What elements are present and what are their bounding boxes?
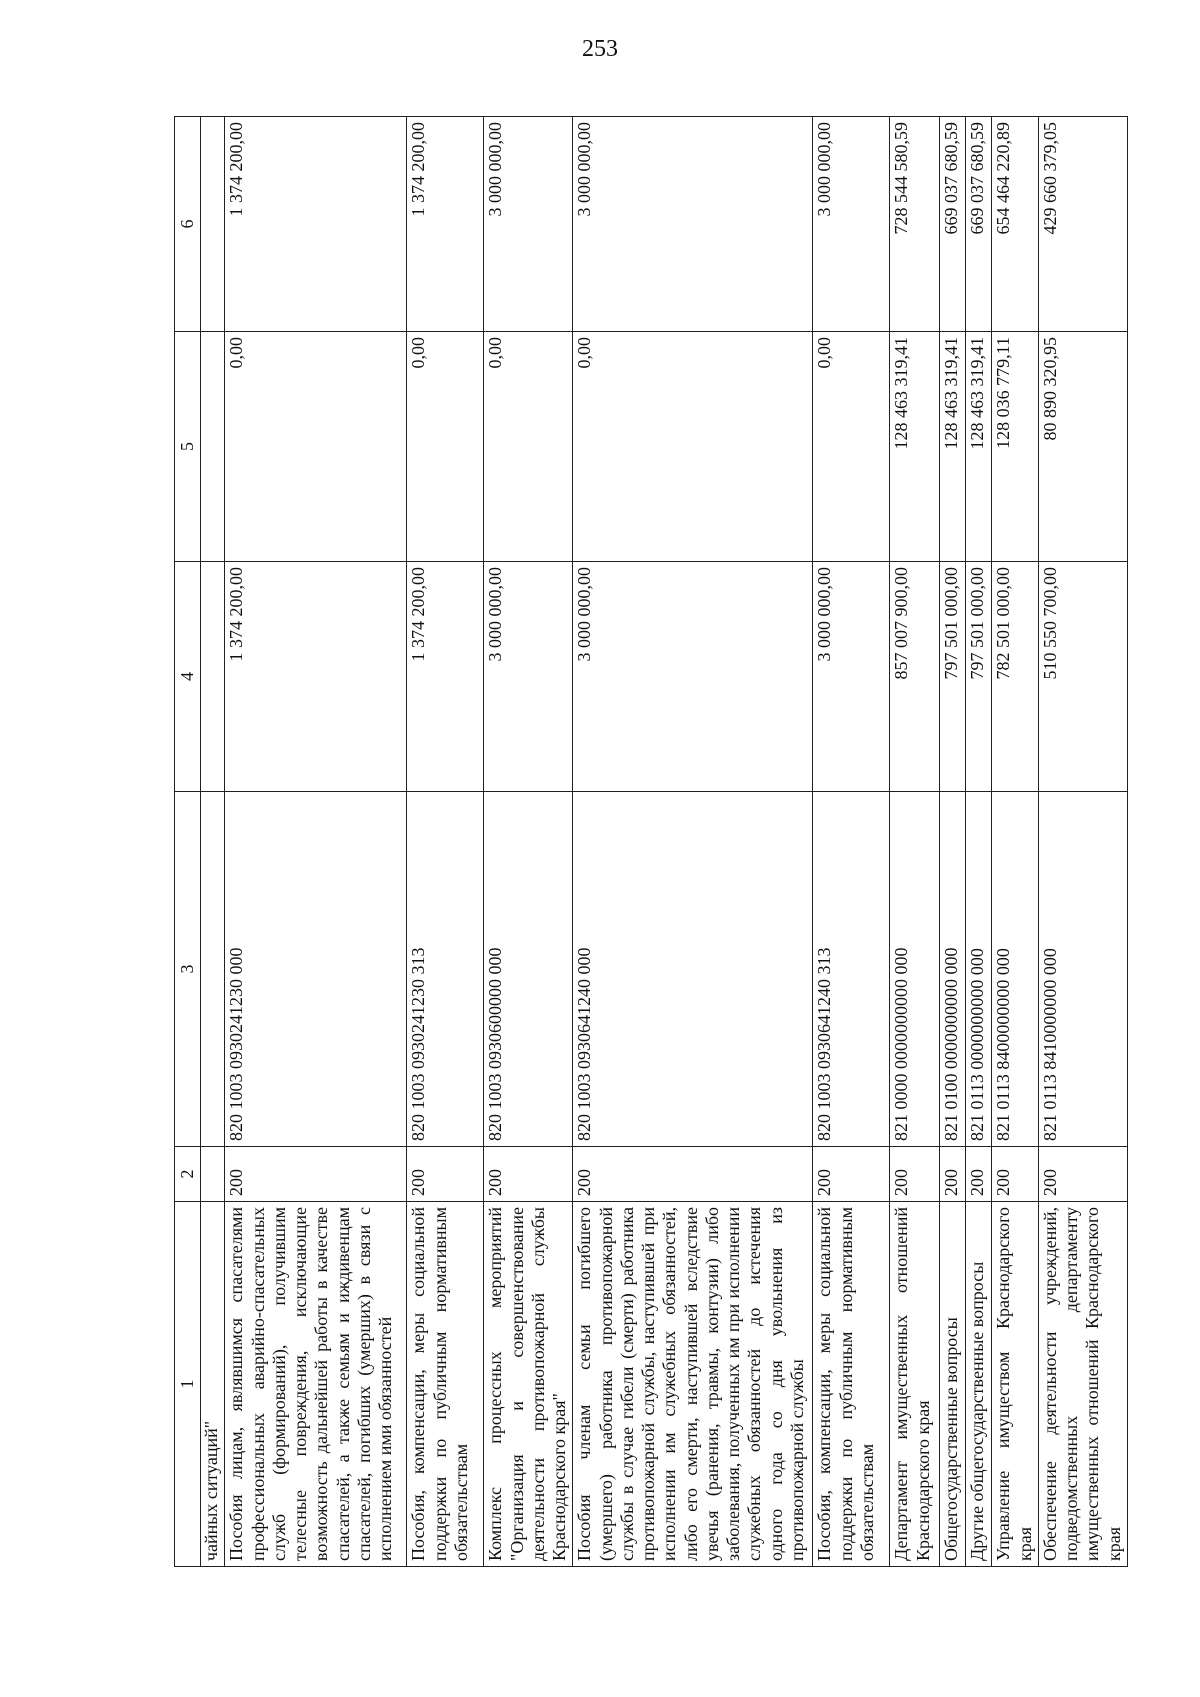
row-name: Управление имуществом Краснодарского края (992, 1202, 1038, 1567)
header-cell-6: 6 (175, 117, 201, 332)
row-value-4: 857 007 900,00 (890, 562, 940, 792)
row-code: 200 (573, 1147, 813, 1202)
empty-cell (201, 332, 225, 562)
row-classification: 820 1003 0930241230 313 (407, 792, 484, 1147)
row-name: Обеспечение деятельности учреждений, подведомственных департаменту имущественных отношений Краснодарского края (1038, 1202, 1127, 1567)
row-value-5: 128 463 319,41 (940, 332, 966, 562)
row-classification: 820 1003 0930241230 000 (225, 792, 407, 1147)
row-code: 200 (966, 1147, 992, 1202)
row-value-6: 3 000 000,00 (573, 117, 813, 332)
row-value-4: 3 000 000,00 (813, 562, 890, 792)
row-value-5: 0,00 (573, 332, 813, 562)
row-value-5: 0,00 (407, 332, 484, 562)
table-row (1038, 117, 1127, 1567)
row-classification: 821 0100 0000000000 000 (940, 792, 966, 1147)
empty-cell (201, 117, 225, 332)
row-value-5: 128 463 319,41 (966, 332, 992, 562)
row-code: 200 (1038, 1147, 1127, 1202)
row-value-4: 3 000 000,00 (573, 562, 813, 792)
row-value-4: 510 550 700,00 (1038, 562, 1127, 792)
row-value-6: 3 000 000,00 (813, 117, 890, 332)
table-row (890, 117, 940, 1567)
empty-cell (201, 1147, 225, 1202)
row-value-5: 80 890 320,95 (1038, 332, 1127, 562)
empty-cell (201, 792, 225, 1147)
row-name: Общегосударственные вопросы (940, 1202, 966, 1567)
table-row (484, 117, 573, 1567)
row-value-4: 3 000 000,00 (484, 562, 573, 792)
row-name: Комплекс процессных мероприятий "Организация и совершенствование деятельности противопожарной службы Краснодарского края" (484, 1202, 573, 1567)
row-classification: 821 0000 0000000000 000 (890, 792, 940, 1147)
row-value-6: 654 464 220,89 (992, 117, 1038, 332)
table-row (992, 117, 1038, 1567)
row-value-5: 0,00 (813, 332, 890, 562)
table-row (940, 117, 966, 1567)
row-value-6: 1 374 200,00 (225, 117, 407, 332)
continuation-text: чайных ситуаций" (201, 1202, 225, 1567)
row-value-5: 128 463 319,41 (890, 332, 940, 562)
row-classification: 821 0113 8400000000 000 (992, 792, 1038, 1147)
row-code: 200 (484, 1147, 573, 1202)
row-value-6: 669 037 680,59 (966, 117, 992, 332)
row-code: 200 (407, 1147, 484, 1202)
rotated-table-container (174, 117, 1124, 1567)
table-row (573, 117, 813, 1567)
row-name: Другие общегосударственные вопросы (966, 1202, 992, 1567)
header-cell-2: 2 (175, 1147, 201, 1202)
row-code: 200 (890, 1147, 940, 1202)
header-cell-3: 3 (175, 792, 201, 1147)
row-value-5: 0,00 (484, 332, 573, 562)
row-value-4: 1 374 200,00 (407, 562, 484, 792)
row-value-4: 782 501 000,00 (992, 562, 1038, 792)
row-name: Пособия, компенсации, меры социальной поддержки по публичным нормативным обязательствам (407, 1202, 484, 1567)
row-name: Департамент имущественных отношений Краснодарского края (890, 1202, 940, 1567)
row-value-6: 1 374 200,00 (407, 117, 484, 332)
row-value-5: 128 036 779,11 (992, 332, 1038, 562)
row-code: 200 (225, 1147, 407, 1202)
row-name: Пособия членам семьи погибшего (умершего) работника противопожарной службы в случае гибели (смерти) работника противопожарной службы, наступившей при исполнении им служебных обязанностей, либо его смерти, наступившей вследствие увечья (ранения, травмы, контузии) либо заболевания, полученных им при исполнении служебных обязанностей до истечения одного года со дня увольнения из противопожарной службы (573, 1202, 813, 1567)
header-row (175, 117, 201, 1567)
row-name: Пособия, компенсации, меры социальной поддержки по публичным нормативным обязательствам (813, 1202, 890, 1567)
row-value-4: 797 501 000,00 (940, 562, 966, 792)
row-value-5: 0,00 (225, 332, 407, 562)
row-value-4: 797 501 000,00 (966, 562, 992, 792)
budget-table (174, 116, 1128, 1567)
row-classification: 820 1003 0930641240 313 (813, 792, 890, 1147)
empty-cell (201, 562, 225, 792)
table-row (966, 117, 992, 1567)
row-value-6: 429 660 379,05 (1038, 117, 1127, 332)
row-classification: 821 0113 8410000000 000 (1038, 792, 1127, 1147)
row-value-6: 728 544 580,59 (890, 117, 940, 332)
row-code: 200 (813, 1147, 890, 1202)
row-value-6: 669 037 680,59 (940, 117, 966, 332)
row-code: 200 (992, 1147, 1038, 1202)
table-row (225, 117, 407, 1567)
row-classification: 820 1003 0930641240 000 (573, 792, 813, 1147)
table-row (407, 117, 484, 1567)
row-value-6: 3 000 000,00 (484, 117, 573, 332)
row-value-4: 1 374 200,00 (225, 562, 407, 792)
row-code: 200 (940, 1147, 966, 1202)
header-cell-4: 4 (175, 562, 201, 792)
row-name: Пособия лицам, являвшимся спасателями профессиональных аварийно-спасательных служб (формирований), получившим телесные повреждения, исключающие возможность дальнейшей работы в качестве спасателей, а также семьям и иждивенцам спасателей, погибших (умерших) в связи с исполнением ими обязанностей (225, 1202, 407, 1567)
table-row (813, 117, 890, 1567)
header-cell-5: 5 (175, 332, 201, 562)
page-number: 253 (582, 36, 618, 62)
row-classification: 820 1003 0930600000 000 (484, 792, 573, 1147)
continuation-row (201, 117, 225, 1567)
header-cell-1: 1 (175, 1202, 201, 1567)
row-classification: 821 0113 0000000000 000 (966, 792, 992, 1147)
